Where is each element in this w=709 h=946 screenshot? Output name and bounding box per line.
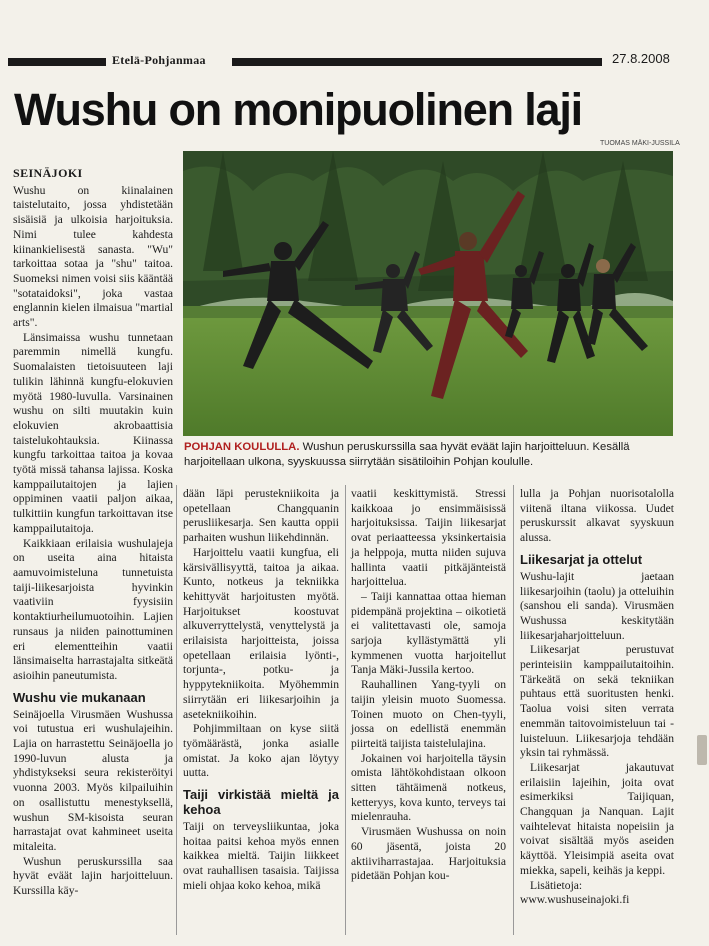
column-rule <box>176 485 177 935</box>
paragraph: lulla ja Pohjan nuorisotalolla viitenä iltana viikossa. Uudet peruskurssit alkavat syyskuun alussa. <box>520 487 674 545</box>
subheading: Liikesarjat ja ottelut <box>520 551 643 567</box>
paragraph: Pohjimmiltaan on kyse siitä työmäärästä, jonka asialle omistat. Ja koko ajan löytyy uutta. <box>183 722 339 780</box>
paragraph: Virusmäen Wushussa on noin 60 jäsentä, joista 20 aktiiviharrastajaa. Harjoituksia pidetään Pohjan kou- <box>351 825 506 883</box>
caption-lead: POHJAN KOULULLA. <box>184 441 300 453</box>
column-rule <box>513 485 514 935</box>
paragraph: Lisätietoja: www.wushuseinajoki.fi <box>520 878 630 907</box>
paragraph: Liikesarjat perustuvat perinteisiin kamppailutaitoihin. Tärkeätä on sekä tekniikan puhtaus että suoritusten henki. Taolua voisi siten verrata enemmän taitovoimisteluun tai -luisteluun. Liikesarjoja tehdään yksin tai ryhmässä. <box>520 643 674 760</box>
column-rule <box>345 485 346 935</box>
paragraph: Wushu on kiinalainen taistelutaito, jossa yhdistetään sisäisiä ja ulkoisia harjoituksia. Nimi tulee kahdesta kiinankielisestä sanasta. "Wu" tarkoittaa sotaa ja "shu" taitoa. Suomeksi nimen voisi siis kääntää "sotataidoksi", joka vastaa englannin kielen ilmaisua "martial arts". <box>13 183 173 330</box>
paragraph: Länsimaissa wushu tunnetaan paremmin nimellä kungfu. Suomalaisten tietoisuuteen laji tulikin lähinnä kungfu-elokuvien myötä 1980-luvulla. Varsinainen wushu on silti muutakin kuin elokuvien akrobaattisia taistelukohtauksia. Kiinassa kungfu tarkoittaa taitoa ja kovaa työtä missä tahansa lajissa. Koska kamppailutaitojen ja lajien oppiminen vaatii paljon aikaa, tulkittiin kungfun tarkoittavan itse kamppailutaitoja. <box>13 330 173 535</box>
paragraph: Kaikkiaan erilaisia wushulajeja on useita aina hitaista aamuvoimisteluna tunnetuista taiji-liikesarjoista hyvinkin vaativiin fyysisiin kontaktiurheilumuotoihin. Lajien runsaus ja niiden painottuminen eri elementteihin vaatii länsimaiselta harrastajalta sitkeätä asioihin paneutumista. <box>13 536 173 682</box>
paragraph: Seinäjoella Virusmäen Wushussa voi tutustua eri wushulajeihin. Lajia on harrastettu Seinäjoella jo 1990-luvun alusta ja yhdistykseksi seura rekisteröityi vuonna 2003. Myös kilpailuihin on osallistuttu menestyksellä, wushun SM-kisoista seuran harrastajat ovat kahmineet useita mitaleita. <box>13 707 173 853</box>
paragraph: Jokainen voi harjoitella täysin omista lähtökohdistaan olkoon sitten tähtäimenä notkeus, ketteryys, kova kunto, terveys tai mielenrauha. <box>351 751 506 824</box>
article-column-3 <box>351 487 506 884</box>
header-rule-left <box>8 58 106 66</box>
paragraph: Wushun peruskurssilla saa hyvät eväät lajin harjoitteluun. Kurssilla käy- <box>13 854 173 898</box>
paragraph: Taiji on terveysliikuntaa, joka hoitaa paitsi kehoa myös ennen kaikkea mieltä. Taijin liikkeet ovat rauhallisen tasaisia. Taijissa mieli ohjaa koko kehoa, mikä <box>183 820 339 892</box>
dateline: SEINÄJOKI <box>13 166 83 180</box>
page-edge-tab <box>697 735 707 765</box>
headline: Wushu on monipuolinen laji <box>14 84 582 135</box>
paragraph: Rauhallinen Yang-tyyli on taijin yleisin muoto Suomessa. Toinen muoto on Chen-tyyli, jossa on edellistä enemmän piirteitä taijista taistelulajina. <box>351 678 506 750</box>
article-photo <box>183 151 673 436</box>
wushu-group-photo <box>183 151 673 436</box>
article-column-2 <box>183 487 339 894</box>
article-column-1 <box>13 166 173 899</box>
photo-credit: TUOMAS MÄKI-JUSSILA <box>600 140 680 147</box>
article-column-4 <box>520 487 674 908</box>
issue-date: 27.8.2008 <box>612 51 670 66</box>
paragraph: Wushu-lajit jaetaan liikesarjoihin (taolu) ja otteluihin (sanshou eli sanda). Virusmäen Wushussa keskitytään liikesarjaharjoitteluun. <box>520 569 674 642</box>
paragraph: – Taiji kannattaa ottaa hieman pidempänä projektina – oikotietä ei valitettavasti ole, samoja sarjoja kyllästymättä yli kymmenen vuotta harjoitellut Tanja Mäki-Jussila kertoo. <box>351 589 506 677</box>
caption-text: Wushun peruskurssilla saa hyvät eväät lajin harjoitteluun. Kesällä harjoitellaan ulkona, syyskuussa siirrytään sisätiloihin Pohjan koululle. <box>184 441 630 468</box>
header-rule-right <box>232 58 602 66</box>
paragraph: vaatii keskittymistä. Stressi kaikkoaa jo ensimmäisissä harjoituksissa. Taijin liikesarjat ovat periaatteessa yksinkertaisia ja helppoja, mutta niiden sujuva hallinta vaatii pitkäjänteistä harjoittelua. <box>351 487 506 589</box>
paragraph: dään läpi perustekniikoita ja opetellaan Changquanin perusliikesarja. Sen kautta oppii parhaiten wushun liikehdinnän. <box>183 487 339 545</box>
paragraph: Harjoittelu vaatii kungfua, eli kärsivällisyyttä, taitoa ja aikaa. Kunto, notkeus ja tekniikka kehittyvät harjoitusten myötä. Harjoitukset koostuvat alkuverryttelystä, venyttelystä ja erilaisista harjoitteista, joissa opetellaan erilaisia lyönti-, torjunta-, potku- ja hyppytekniikoita. Myöhemmin siirrytään eri liikesarjoihin ja asetekniikoihin. <box>183 545 339 721</box>
subheading: Taiji virkistää mieltä ja kehoa <box>183 787 339 818</box>
section-name: Etelä-Pohjanmaa <box>112 53 206 67</box>
subheading: Wushu vie mukanaan <box>13 689 146 705</box>
photo-caption <box>184 440 674 470</box>
paragraph: Liikesarjat jakautuvat erilaisiin lajeihin, joita ovat esimerkiksi Taijiquan, Changquan ja Nanquan. Lajit vaihtelevat hitaista nopeisiin ja voivat sisältää myös aseiden käyttöä. Yleisimpiä aseita ovat miekka, sapeli, keihäs ja keppi. <box>520 760 674 877</box>
